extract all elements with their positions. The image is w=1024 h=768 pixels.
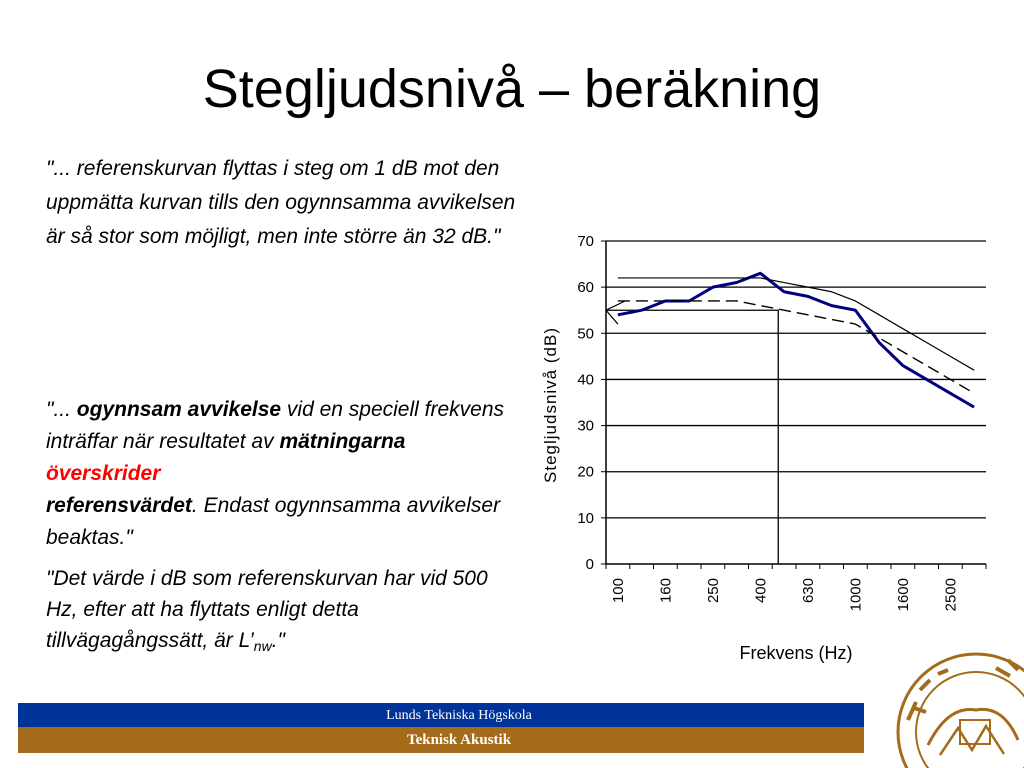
y-tick-label: 10 <box>577 509 594 527</box>
quote-paragraph-1: "... referenskurvan flyttas i steg om 1 dB mot den uppmätta kurvan tills den ogynnsamma avvikelsen är så stor som möjligt, men inte större än 32 dB." <box>46 157 516 248</box>
y-tick-label: 70 <box>577 233 594 250</box>
series-line-leading-segment <box>606 310 618 324</box>
term-exceeds: överskrider <box>46 462 161 485</box>
y-tick-label: 60 <box>577 279 594 297</box>
quote-3-subscript: nw <box>253 638 272 654</box>
x-tick-label: 250 <box>704 578 722 604</box>
y-axis-label: Stegljudsnivå (dB) <box>541 327 560 483</box>
x-tick-label: 630 <box>799 578 817 604</box>
x-tick-label: 100 <box>609 578 627 604</box>
term-unfavourable-deviation: ogynnsam avvikelse <box>76 398 282 421</box>
x-tick-label: 160 <box>657 578 675 604</box>
chart-axes <box>606 241 986 564</box>
term-measurements: mätningarna <box>279 430 406 453</box>
slide-title: Stegljudsnivå – beräkning <box>202 59 822 119</box>
y-tick-label: 20 <box>577 463 594 481</box>
y-tick-label: 40 <box>577 371 594 389</box>
y-tick-label: 30 <box>577 417 594 435</box>
x-axis-label: Frekvens (Hz) <box>739 643 853 663</box>
x-tick-label: 1600 <box>894 578 912 612</box>
chart-series <box>606 273 974 564</box>
x-tick-label: 1000 <box>847 578 865 612</box>
y-tick-label: 50 <box>577 325 594 343</box>
quote-2-open: "... <box>46 398 77 421</box>
quote-2-end: . Endast ogynnsamma avvikelser beaktas." <box>46 494 501 549</box>
reference-500hz-marker <box>606 310 778 564</box>
university-seal-logo <box>868 650 1024 768</box>
quote-paragraph-3 <box>46 563 516 662</box>
x-tick-label: 2500 <box>942 578 960 612</box>
y-tick-label: 0 <box>585 556 594 573</box>
quote-3-end: ." <box>271 629 285 652</box>
series-line-leading-segment <box>606 301 625 310</box>
series-line-thin-solid <box>618 278 974 370</box>
quote-2-text: vid en speciell frekvens inträffar när resultatet av <box>46 398 505 453</box>
series-line-thick-blue <box>618 273 974 407</box>
quote-3-text: "Det värde i dB som referenskurvan har vid 500 Hz, efter att ha flyttats enligt detta tillvägagångssätt, är L’ <box>46 567 488 652</box>
footer-university: Lunds Tekniska Högskola <box>386 708 532 723</box>
x-tick-label: 400 <box>752 578 770 604</box>
level-chart <box>520 225 1000 675</box>
quote-paragraph-2 <box>46 394 516 554</box>
footer-department: Teknisk Akustik <box>406 732 512 748</box>
term-reference-value: referensvärdet <box>46 494 192 517</box>
